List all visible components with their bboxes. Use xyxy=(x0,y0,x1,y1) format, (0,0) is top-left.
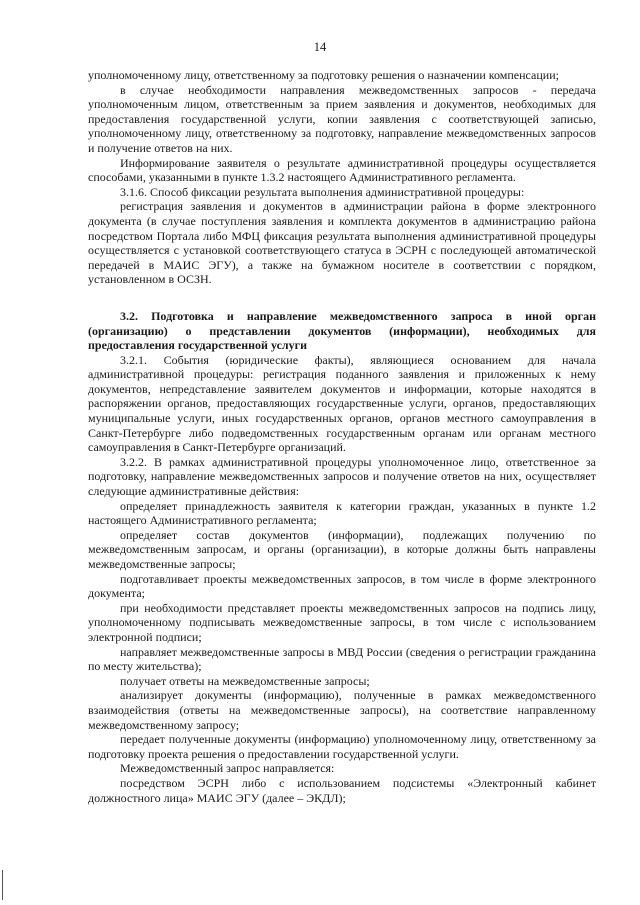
list-item: получает ответы на межведомственные запросы; xyxy=(120,673,370,688)
list-item: направляет межведомственные запросы в МВД России (сведения о регистрации гражданина по месту жительства); xyxy=(88,644,596,674)
paragraph: Межведомственный запрос направляется: xyxy=(120,761,335,776)
paragraph: 3.1.6. Способ фиксации результата выполнения административной процедуры: xyxy=(120,184,525,199)
list-item: определяет принадлежность заявителя к категории граждан, указанных в пункте 1.2 настоящего Административного регламента; xyxy=(88,498,596,528)
list-item: подготавливает проекты межведомственных запросов, в том числе в форме электронного документа; xyxy=(88,571,596,601)
list-item: анализирует документы (информацию), полученные в рамках межведомственного взаимодействия (ответы на межведомственные запросы), на соответствие направленному межведомственному запросу; xyxy=(88,688,596,732)
paragraph: регистрация заявления и документов в администрации района в форме электронного документа (в случае поступления заявления и комплекта документов в администрацию района посредством Портала либо МФЦ фиксация результата выполнения административной процедуры осуществляется с установкой соответствующего статуса в ЭСРН с последующей автоматической передачей в МАИС ЭГУ), а также на бумажном носителе в соответствии с порядком, установленном в ОСЗН. xyxy=(88,199,596,287)
list-item: посредством ЭСРН либо с использованием подсистемы «Электронный кабинет должностного лица» МАИС ЭГУ (далее – ЭКДЛ); xyxy=(88,775,596,805)
page-number: 14 xyxy=(313,40,327,54)
list-item: определяет состав документов (информации), подлежащих получению по межведомственным запросам, и органы (организации), в которые должны быть направлены межведомственные запросы; xyxy=(88,527,596,571)
paragraph: в случае необходимости направления межведомственных запросов - передача уполномоченным лицом, ответственным за прием заявления и документов, необходимых для предоставления государственной услуги, копии заявления с соответствующей записью, уполномоченному лицу, ответственному за подготовку, направление межведомственных запросов и получение ответов на них. xyxy=(88,82,596,155)
document-body xyxy=(88,68,596,805)
paragraph: Информирование заявителя о результате административной процедуры осуществляется способами, указанными в пункте 1.3.2 настоящего Административного регламента. xyxy=(88,155,596,185)
section-heading: 3.2. Подготовка и направление межведомственного запроса в иной орган (организацию) о представлении документов (информации), необходимых для предоставления государственной услуги xyxy=(88,308,596,353)
paragraph: уполномоченному лицу, ответственному за подготовку решения о назначении компенсации; xyxy=(88,68,559,82)
list-item: передает полученные документы (информацию) уполномоченному лицу, ответственному за подготовку проекта решения о предоставлении государственной услуги. xyxy=(88,732,596,761)
list-item: при необходимости представляет проекты межведомственных запросов на подпись лицу, уполномоченному подписывать межведомственные запросы, в том числе с использованием электронной подписи; xyxy=(88,600,596,644)
paragraph: 3.2.2. В рамках административной процедуры уполномоченное лицо, ответственное за подготовку, направление межведомственных запросов и получение ответов на них, осуществляет следующие административные действия: xyxy=(88,454,596,499)
paragraph: 3.2.1. События (юридические факты), являющиеся основанием для начала административной процедуры: регистрация поданного заявления и приложенных к нему документов, непредставление заявителем документов и информации, которые находятся в распоряжении органов, предоставляющих государственные услуги, органов, предоставляющих муниципальные услуги, иных государственных органов, органов местного самоуправления в Санкт-Петербурге либо подведомственных государственным органам или органам местного самоуправления в Санкт-Петербурге организаций. xyxy=(88,352,596,455)
scan-edge-mark xyxy=(2,870,3,900)
